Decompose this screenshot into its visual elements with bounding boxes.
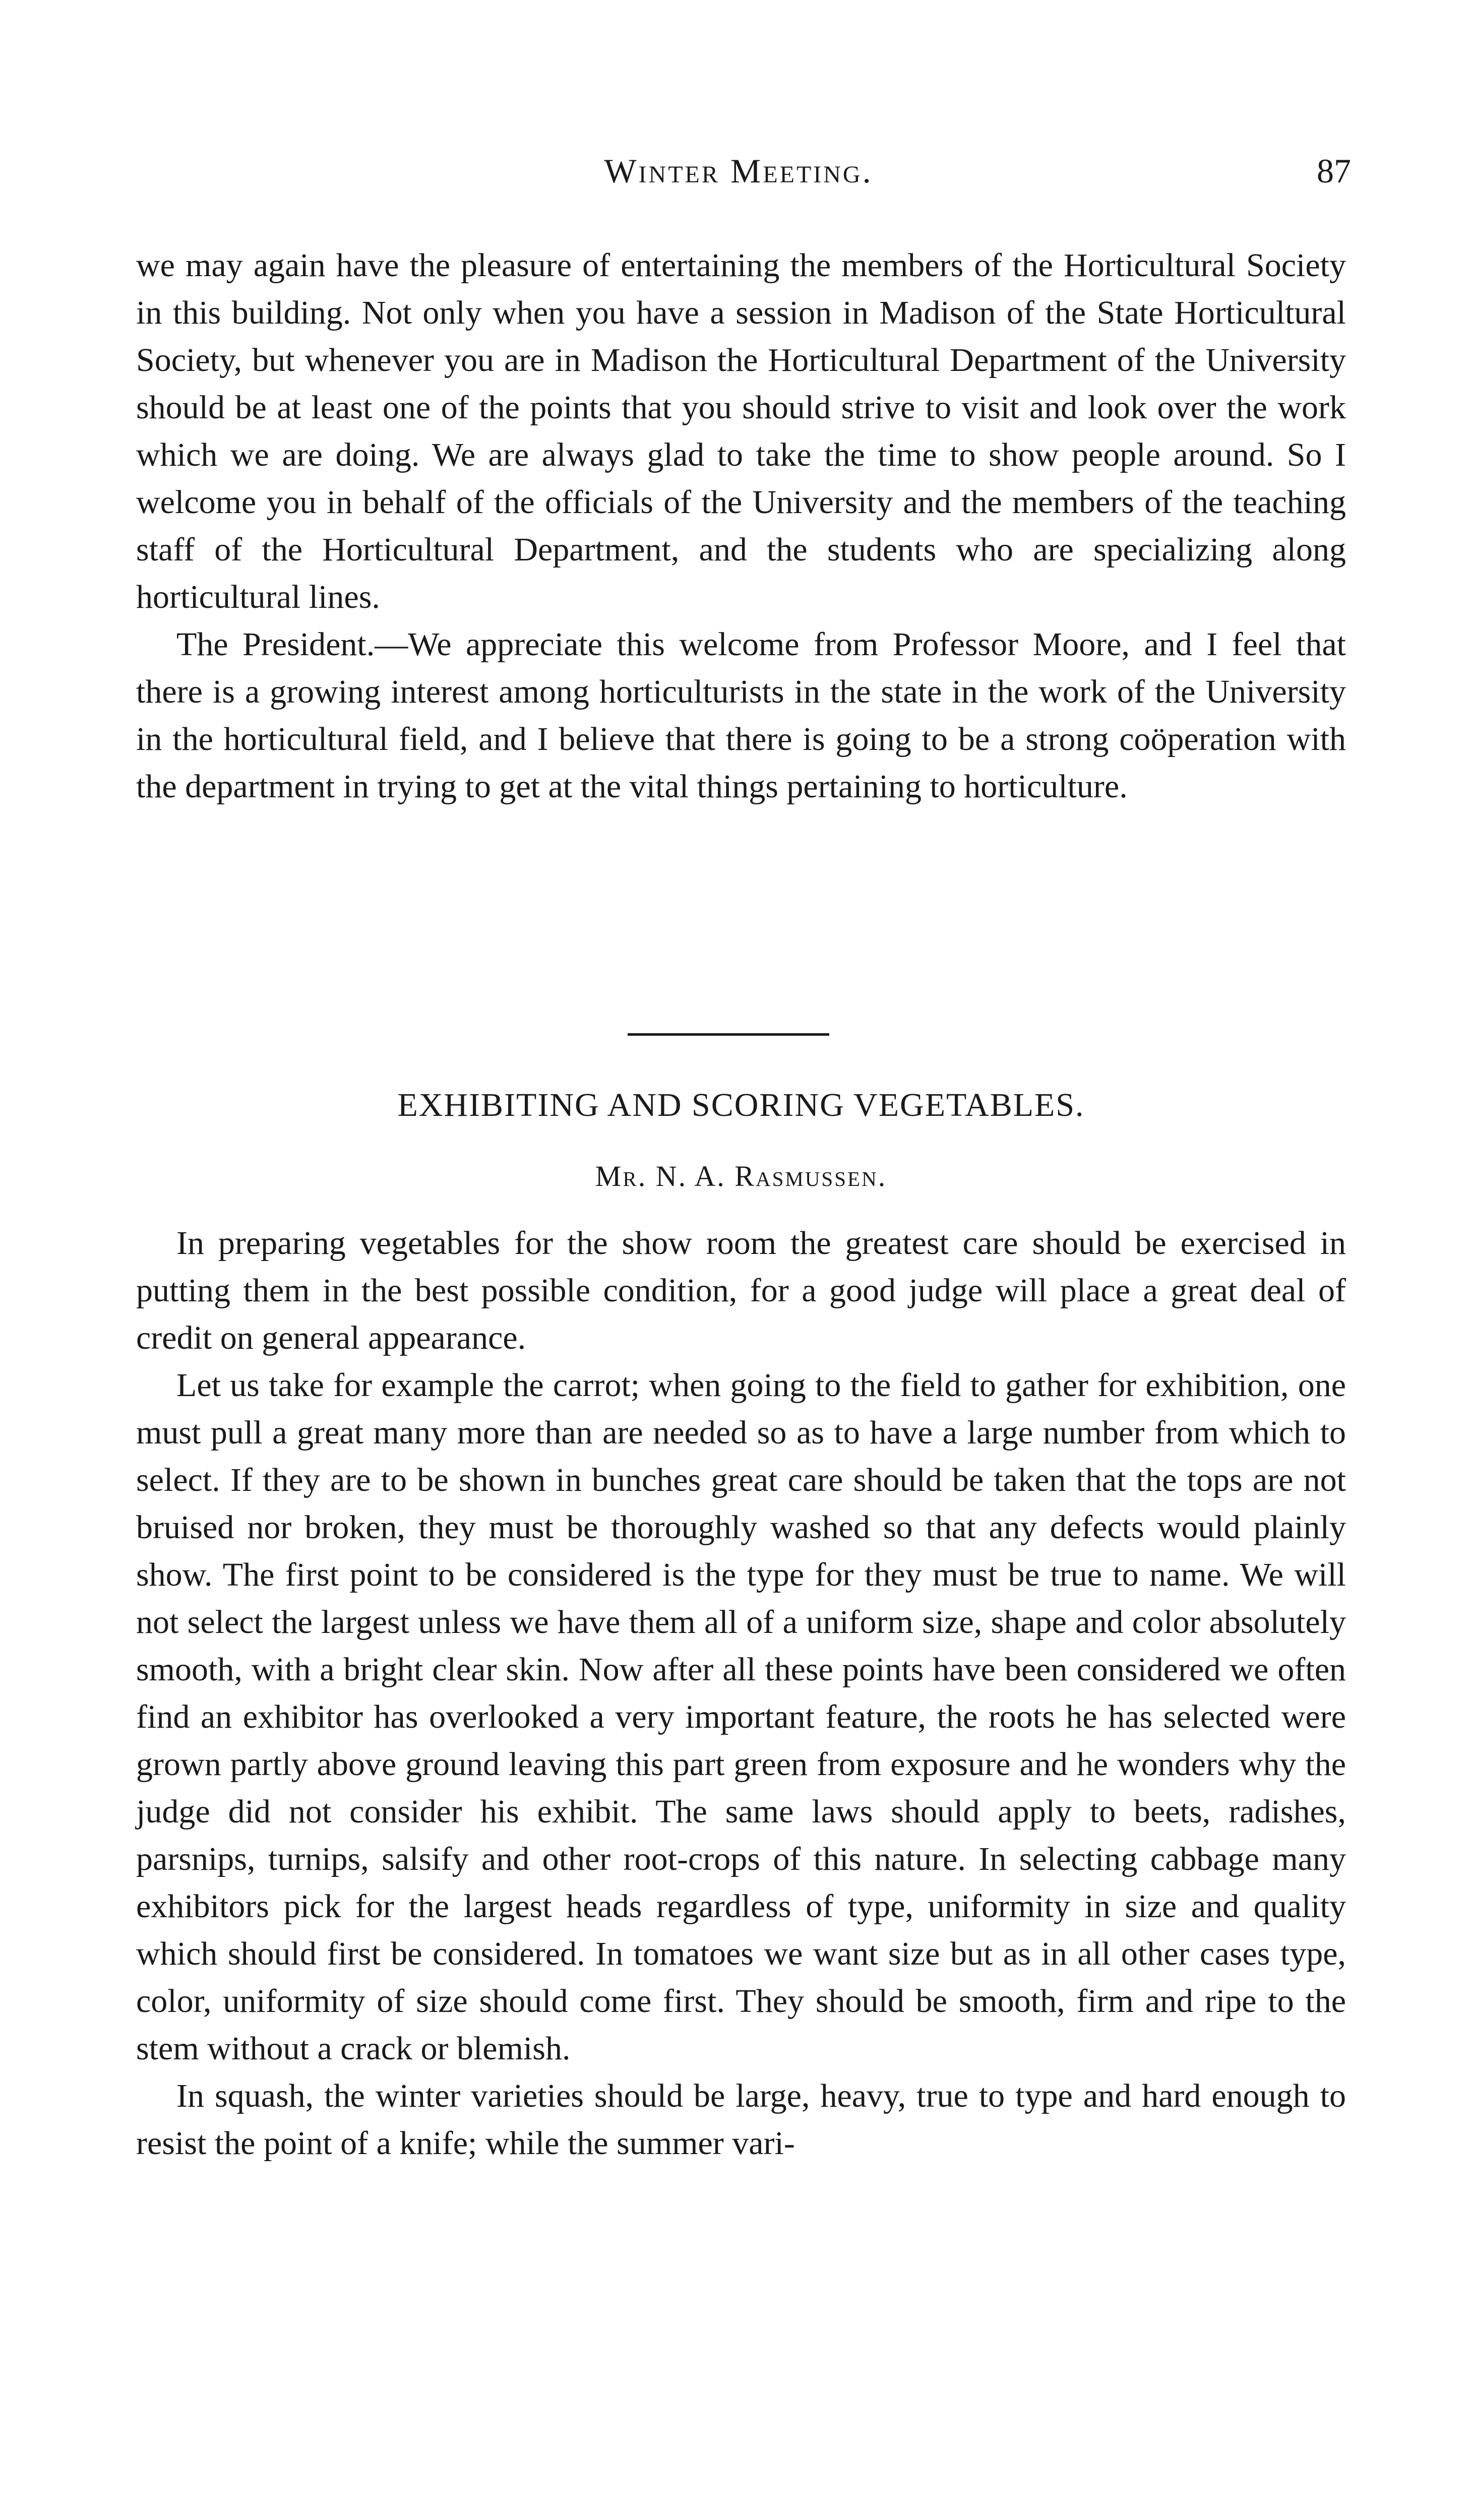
paragraph: In squash, the winter varieties should be large, heavy, true to type and hard enough to resist the point of a knife; while the summer vari- (136, 2077, 1346, 2162)
paragraph: The President.—We appreciate this welcome from Professor Moore, and I feel that there is a growing interest among horticulturists in the state in the work of the University in the horticultural field, and I believe that there is going to be a strong coöperation with the department in trying to get at the vital things pertaining to horticulture. (136, 626, 1346, 805)
page-header (126, 146, 1351, 207)
paragraph: we may again have the pleasure of entertaining the members of the Horticultural Society in this building. Not only when you have a session in Madison of the State Horticultural Society, but whenever you are in Madison the Horticultural Department of the University should be at least one of the points that you should strive to visit and look over the work which we are doing. We are always glad to take the time to show people around. So I welcome you in behalf of the officials of the University and the members of the teaching staff of the Horticultural Department, and the students who are specializing along horticultural lines. (136, 247, 1346, 615)
article-title: EXHIBITING AND SCORING VEGETABLES. (397, 1087, 1085, 1123)
continuation-text (136, 242, 1346, 810)
section-divider (628, 1033, 829, 1036)
running-head: Winter Meeting. (604, 152, 873, 190)
article-author: Mr. N. A. Rasmussen. (595, 1160, 887, 1192)
paragraph: In preparing vegetables for the show room the greatest care should be exercised in putting them in the best possible condition, for a good judge will place a great deal of credit on general appearance. (136, 1225, 1346, 1356)
page-number: 87 (1317, 152, 1351, 190)
paragraph: Let us take for example the carrot; when going to the field to gather for exhibition, one must pull a great many more than are needed so as to have a large number from which to select. If they are to be shown in bunches great care should be taken that the tops are not bruised nor broken, they must be thoroughly washed so that any defects would plainly show. The first point to be considered is the type for they must be true to name. We will not select the largest unless we have them all of a uniform size, shape and color absolutely smooth, with a bright clear skin. Now after all these points have been considered we often find an exhibitor has overlooked a very important feature, the roots he has selected were grown partly above ground leaving this part green from exposure and he wonders why the judge did not consider his exhibit. The same laws should apply to beets, radishes, parsnips, turnips, salsify and other root-crops of this nature. In selecting cabbage many exhibitors pick for the largest heads regardless of type, uniformity in size and quality which should first be considered. In tomatoes we want size but as in all other cases type, color, uniformity of size should come first. They should be smooth, firm and ripe to the stem without a crack or blemish. (136, 1367, 1346, 2067)
article-body (136, 1220, 1346, 2167)
